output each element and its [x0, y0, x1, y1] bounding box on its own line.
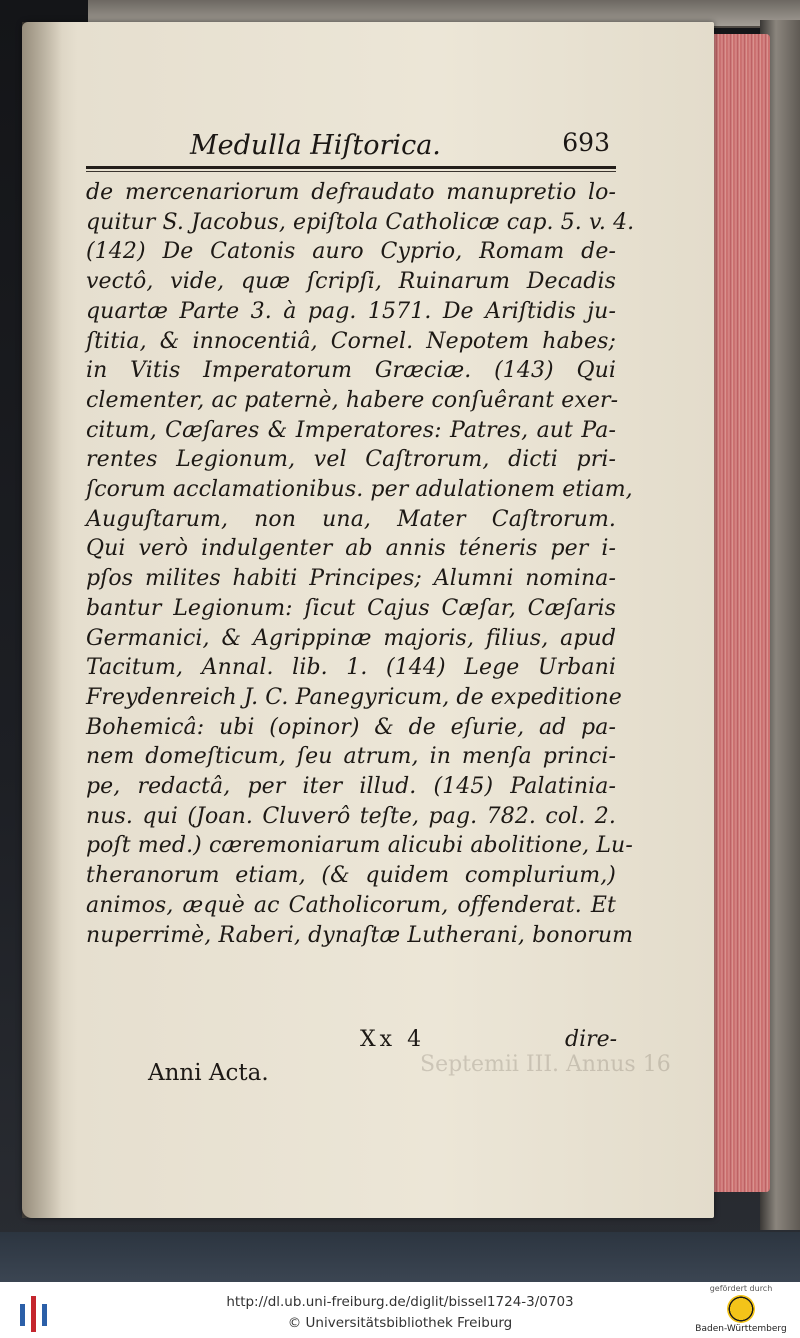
text-line: ſtitia, & innocentiâ, Cornel. Nepotem habes; — [86, 328, 616, 354]
page-number: 693 — [562, 128, 610, 157]
text-line: quartæ Parte 3. à pag. 1571. De Ariſtidis ju- — [86, 298, 616, 324]
text-line: pe, redactâ, per iter illud. (145) Palatinia- — [86, 774, 616, 800]
text-line: ſcorum acclamationibus. per adulationem etiam, — [86, 477, 633, 503]
gutter-shadow — [22, 22, 62, 1218]
viewer-footer — [0, 1282, 800, 1338]
signature-mark: Xx 4 — [360, 1027, 426, 1052]
text-line: rentes Legionum, vel Caſtrorum, dicti pri- — [86, 447, 616, 473]
text-line: (142) De Catonis auro Cyprio, Romam de- — [86, 239, 616, 265]
state-seal-icon — [727, 1295, 755, 1323]
text-line: in Vitis Imperatorum Græciæ. (143) Qui — [86, 358, 616, 384]
text-line: animos, æquè ac Catholicorum, offenderat. Et — [86, 892, 616, 918]
document-url[interactable]: http://dl.ub.uni-freiburg.de/diglit/bissel1724-3/0703 — [226, 1294, 574, 1310]
text-line: Bohemicâ: ubi (opinor) & de eſurie, ad pa- — [86, 714, 616, 740]
text-line: pſos milites habiti Principes; Alumni nomina- — [86, 566, 616, 592]
text-line: nus. qui (Joan. Cluverô teſte, pag. 782. col. 2. — [86, 803, 616, 829]
text-line: nuperrimè, Raberi, dynaſtæ Lutherani, bonorum — [86, 922, 634, 948]
text-line: clementer, ac paternè, habere conſuêrant exer- — [86, 387, 619, 413]
text-line: Auguſtarum, non una, Mater Caſtrorum. — [86, 506, 616, 532]
body-text — [86, 178, 635, 950]
text-line: de mercenariorum defraudato manupretio lo- — [86, 180, 616, 205]
running-head — [190, 130, 610, 164]
scan-background-band — [0, 1232, 800, 1282]
page-edges — [706, 34, 770, 1192]
header-rule-thin — [86, 171, 616, 172]
text-line: Freydenreich J. C. Panegyricum, de expeditione — [86, 684, 622, 710]
footnote-label: Anni Acta. — [148, 1060, 269, 1086]
text-line: bantur Legionum: ſicut Cajus Cæſar, Cæſaris — [86, 595, 616, 621]
header-rule — [86, 166, 616, 169]
text-line: Germanici, & Agrippinæ majoris, filius, apud — [86, 625, 616, 651]
text-line: poſt med.) cæremoniarum alicubi abolitione, Lu- — [86, 833, 633, 859]
catchword: dire- — [565, 1027, 618, 1052]
sponsor-badge — [686, 1284, 796, 1338]
copyright-notice: © Universitätsbibliothek Freiburg — [287, 1315, 513, 1331]
sponsor-caption: gefördert durch — [709, 1284, 773, 1293]
show-through-text: Septemii III. Annus 16 — [420, 1052, 671, 1077]
text-line: Qui verò indulgenter ab annis téneris per i- — [86, 536, 616, 562]
running-title: Medulla Hiſtorica. — [190, 130, 441, 161]
text-line: theranorum etiam, (& quidem complurium,) — [86, 863, 616, 889]
text-line: nem domeſticum, ſeu atrum, in menſa princi- — [86, 744, 616, 770]
text-line: citum, Cæſares & Imperatores: Patres, aut Pa- — [86, 417, 616, 443]
text-line: quitur S. Jacobus, epiſtola Catholicæ cap. 5. v. 4. — [86, 209, 635, 235]
sponsor-name: Baden-Württemberg — [695, 1324, 787, 1334]
text-line: vectô, vide, quæ ſcripſi, Ruinarum Decadis — [86, 269, 616, 295]
text-line: Tacitum, Annal. lib. 1. (144) Lege Urbani — [86, 655, 616, 681]
